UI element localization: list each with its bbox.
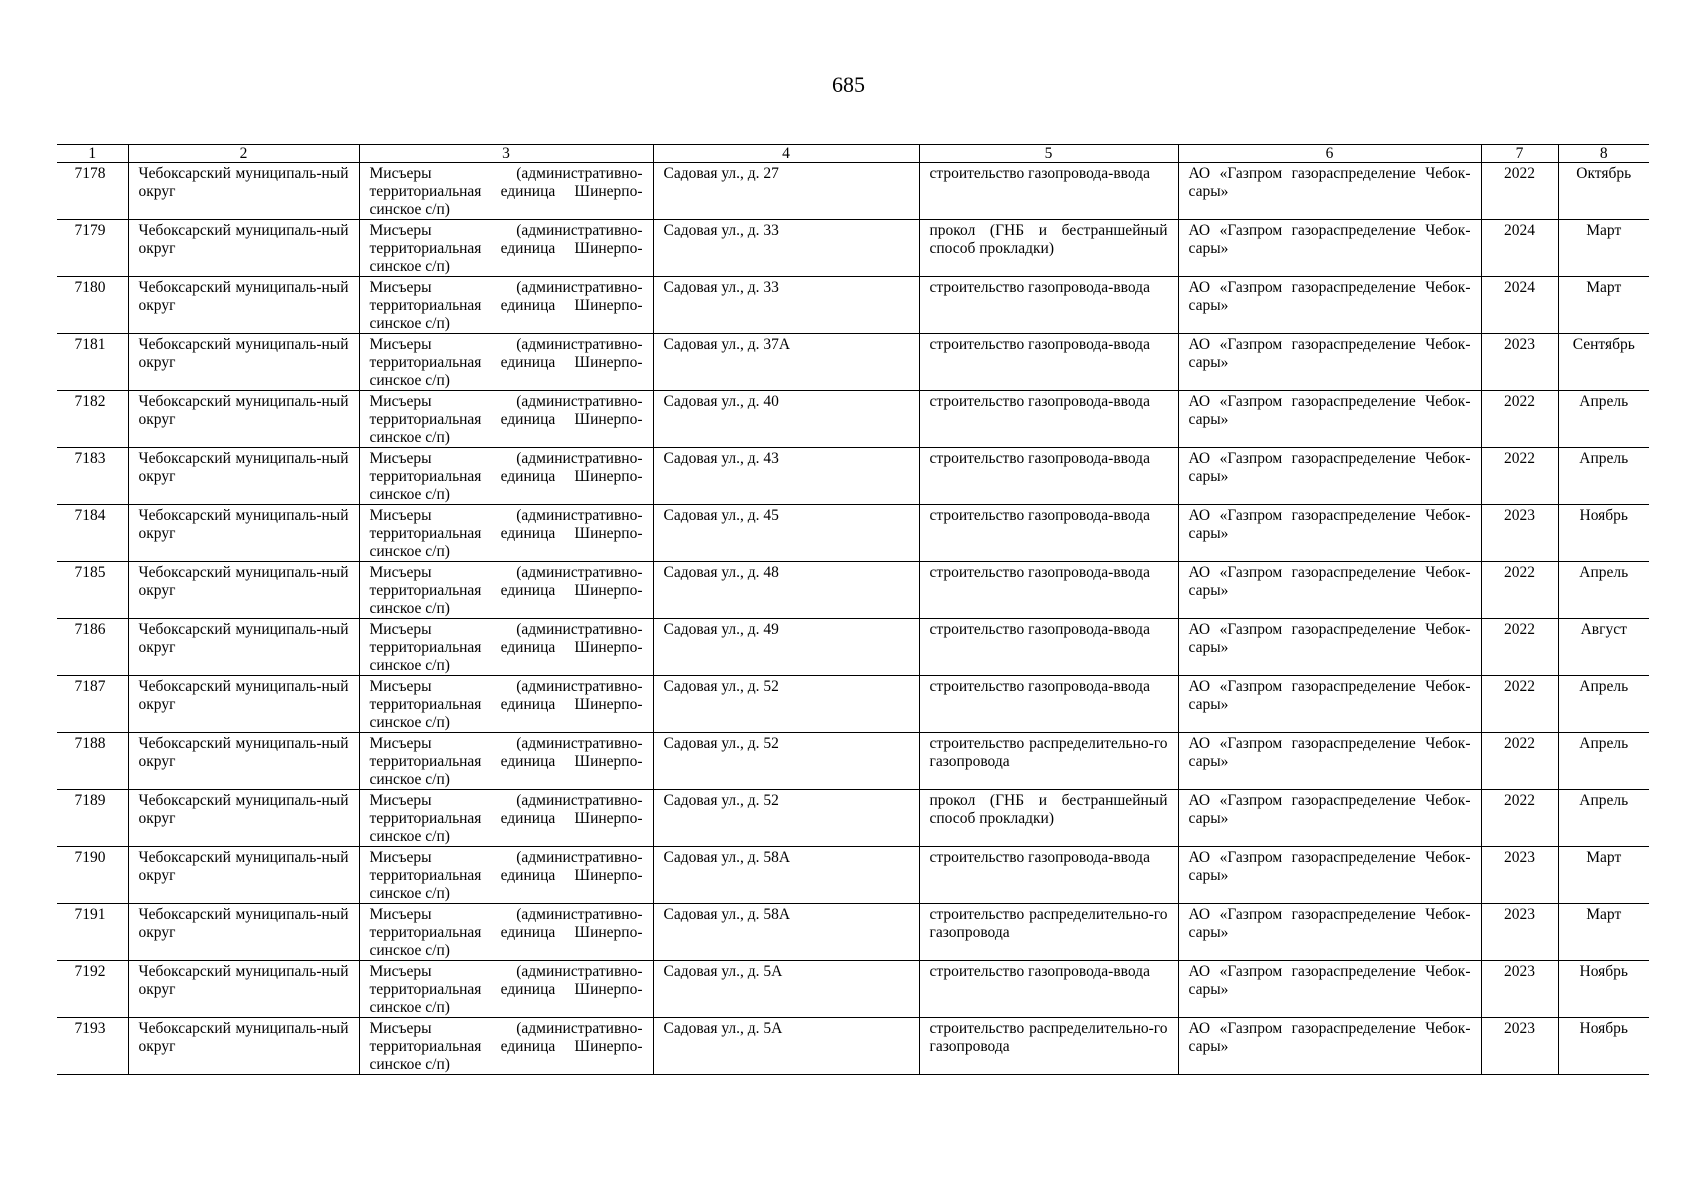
row-number-cell: 7190 — [57, 847, 128, 904]
column-header-8: 8 — [1558, 145, 1649, 163]
address-cell: Садовая ул., д. 40 — [653, 391, 919, 448]
district-cell: Чебоксарский муниципаль-ный округ — [128, 961, 359, 1018]
district-cell: Чебоксарский муниципаль-ный округ — [128, 733, 359, 790]
row-number-cell: 7183 — [57, 448, 128, 505]
month-cell: Октябрь — [1558, 163, 1649, 220]
month-cell: Апрель — [1558, 391, 1649, 448]
organization-cell: АО «Газпром газораспределение Чебок-сары» — [1178, 1018, 1481, 1075]
month-cell: Апрель — [1558, 448, 1649, 505]
work-type-cell: строительство газопровода-ввода — [919, 505, 1178, 562]
month-cell: Ноябрь — [1558, 505, 1649, 562]
row-number-cell: 7184 — [57, 505, 128, 562]
month-cell: Апрель — [1558, 676, 1649, 733]
year-cell: 2022 — [1481, 619, 1558, 676]
organization-cell: АО «Газпром газораспределение Чебок-сары» — [1178, 790, 1481, 847]
year-cell: 2023 — [1481, 961, 1558, 1018]
work-type-cell: строительство распределительно-го газопровода — [919, 1018, 1178, 1075]
settlement-cell: Мисъеры (административно-территориальная единица Шинерпо-синское с/п) — [359, 676, 653, 733]
address-cell: Садовая ул., д. 37А — [653, 334, 919, 391]
row-number-cell: 7193 — [57, 1018, 128, 1075]
row-number-cell: 7180 — [57, 277, 128, 334]
settlement-cell: Мисъеры (административно-территориальная единица Шинерпо-синское с/п) — [359, 847, 653, 904]
table-row — [57, 961, 1649, 1018]
work-type-cell: строительство газопровода-ввода — [919, 676, 1178, 733]
work-type-cell: строительство газопровода-ввода — [919, 961, 1178, 1018]
organization-cell: АО «Газпром газораспределение Чебок-сары» — [1178, 904, 1481, 961]
settlement-cell: Мисъеры (административно-территориальная единица Шинерпо-синское с/п) — [359, 391, 653, 448]
address-cell: Садовая ул., д. 52 — [653, 676, 919, 733]
settlement-cell: Мисъеры (административно-территориальная единица Шинерпо-синское с/п) — [359, 334, 653, 391]
work-type-cell: строительство газопровода-ввода — [919, 562, 1178, 619]
settlement-cell: Мисъеры (административно-территориальная единица Шинерпо-синское с/п) — [359, 961, 653, 1018]
work-type-cell: строительство газопровода-ввода — [919, 334, 1178, 391]
district-cell: Чебоксарский муниципаль-ный округ — [128, 448, 359, 505]
settlement-cell: Мисъеры (административно-территориальная единица Шинерпо-синское с/п) — [359, 277, 653, 334]
row-number-cell: 7179 — [57, 220, 128, 277]
organization-cell: АО «Газпром газораспределение Чебок-сары» — [1178, 391, 1481, 448]
year-cell: 2022 — [1481, 676, 1558, 733]
district-cell: Чебоксарский муниципаль-ный округ — [128, 562, 359, 619]
settlement-cell: Мисъеры (административно-территориальная единица Шинерпо-синское с/п) — [359, 220, 653, 277]
work-type-cell: строительство распределительно-го газопровода — [919, 733, 1178, 790]
organization-cell: АО «Газпром газораспределение Чебок-сары» — [1178, 961, 1481, 1018]
table-row — [57, 847, 1649, 904]
column-header-7: 7 — [1481, 145, 1558, 163]
table-row — [57, 391, 1649, 448]
settlement-cell: Мисъеры (административно-территориальная единица Шинерпо-синское с/п) — [359, 163, 653, 220]
organization-cell: АО «Газпром газораспределение Чебок-сары» — [1178, 277, 1481, 334]
organization-cell: АО «Газпром газораспределение Чебок-сары» — [1178, 505, 1481, 562]
year-cell: 2023 — [1481, 904, 1558, 961]
work-type-cell: строительство газопровода-ввода — [919, 163, 1178, 220]
column-header-3: 3 — [359, 145, 653, 163]
row-number-cell: 7191 — [57, 904, 128, 961]
table-row — [57, 505, 1649, 562]
settlement-cell: Мисъеры (административно-территориальная единица Шинерпо-синское с/п) — [359, 904, 653, 961]
column-header-1: 1 — [57, 145, 128, 163]
district-cell: Чебоксарский муниципаль-ный округ — [128, 1018, 359, 1075]
row-number-cell: 7188 — [57, 733, 128, 790]
address-cell: Садовая ул., д. 43 — [653, 448, 919, 505]
table-row — [57, 220, 1649, 277]
organization-cell: АО «Газпром газораспределение Чебок-сары» — [1178, 220, 1481, 277]
year-cell: 2024 — [1481, 220, 1558, 277]
column-header-5: 5 — [919, 145, 1178, 163]
table-row — [57, 277, 1649, 334]
year-cell: 2023 — [1481, 1018, 1558, 1075]
organization-cell: АО «Газпром газораспределение Чебок-сары» — [1178, 448, 1481, 505]
district-cell: Чебоксарский муниципаль-ный округ — [128, 334, 359, 391]
month-cell: Апрель — [1558, 562, 1649, 619]
table-row — [57, 676, 1649, 733]
settlement-cell: Мисъеры (административно-территориальная единица Шинерпо-синское с/п) — [359, 733, 653, 790]
district-cell: Чебоксарский муниципаль-ный округ — [128, 790, 359, 847]
organization-cell: АО «Газпром газораспределение Чебок-сары» — [1178, 163, 1481, 220]
settlement-cell: Мисъеры (административно-территориальная единица Шинерпо-синское с/п) — [359, 1018, 653, 1075]
work-type-cell: строительство газопровода-ввода — [919, 448, 1178, 505]
address-cell: Садовая ул., д. 48 — [653, 562, 919, 619]
column-number-row — [57, 145, 1649, 163]
work-type-cell: прокол (ГНБ и бестраншейный способ прокладки) — [919, 220, 1178, 277]
organization-cell: АО «Газпром газораспределение Чебок-сары» — [1178, 847, 1481, 904]
settlement-cell: Мисъеры (административно-территориальная единица Шинерпо-синское с/п) — [359, 619, 653, 676]
district-cell: Чебоксарский муниципаль-ный округ — [128, 619, 359, 676]
month-cell: Ноябрь — [1558, 961, 1649, 1018]
year-cell: 2022 — [1481, 448, 1558, 505]
work-type-cell: строительство газопровода-ввода — [919, 847, 1178, 904]
address-cell: Садовая ул., д. 52 — [653, 790, 919, 847]
settlement-cell: Мисъеры (административно-территориальная единица Шинерпо-синское с/п) — [359, 448, 653, 505]
year-cell: 2022 — [1481, 790, 1558, 847]
work-type-cell: строительство газопровода-ввода — [919, 277, 1178, 334]
page-number: 685 — [832, 72, 865, 97]
district-cell: Чебоксарский муниципаль-ный округ — [128, 676, 359, 733]
year-cell: 2022 — [1481, 391, 1558, 448]
address-cell: Садовая ул., д. 58А — [653, 847, 919, 904]
address-cell: Садовая ул., д. 45 — [653, 505, 919, 562]
address-cell: Садовая ул., д. 5А — [653, 1018, 919, 1075]
address-cell: Садовая ул., д. 33 — [653, 277, 919, 334]
month-cell: Август — [1558, 619, 1649, 676]
address-cell: Садовая ул., д. 58А — [653, 904, 919, 961]
month-cell: Ноябрь — [1558, 1018, 1649, 1075]
row-number-cell: 7181 — [57, 334, 128, 391]
month-cell: Апрель — [1558, 790, 1649, 847]
organization-cell: АО «Газпром газораспределение Чебок-сары» — [1178, 562, 1481, 619]
district-cell: Чебоксарский муниципаль-ный округ — [128, 220, 359, 277]
column-header-2: 2 — [128, 145, 359, 163]
year-cell: 2023 — [1481, 505, 1558, 562]
row-number-cell: 7192 — [57, 961, 128, 1018]
settlement-cell: Мисъеры (административно-территориальная единица Шинерпо-синское с/п) — [359, 505, 653, 562]
table-body — [57, 163, 1649, 1075]
table-row — [57, 733, 1649, 790]
table-row — [57, 790, 1649, 847]
table-row — [57, 448, 1649, 505]
table-header — [57, 145, 1649, 163]
address-cell: Садовая ул., д. 5А — [653, 961, 919, 1018]
table-row — [57, 163, 1649, 220]
organization-cell: АО «Газпром газораспределение Чебок-сары» — [1178, 676, 1481, 733]
row-number-cell: 7182 — [57, 391, 128, 448]
row-number-cell: 7178 — [57, 163, 128, 220]
column-header-4: 4 — [653, 145, 919, 163]
year-cell: 2023 — [1481, 334, 1558, 391]
organization-cell: АО «Газпром газораспределение Чебок-сары» — [1178, 733, 1481, 790]
table-row — [57, 1018, 1649, 1075]
year-cell: 2024 — [1481, 277, 1558, 334]
district-cell: Чебоксарский муниципаль-ный округ — [128, 163, 359, 220]
address-cell: Садовая ул., д. 52 — [653, 733, 919, 790]
column-header-6: 6 — [1178, 145, 1481, 163]
district-cell: Чебоксарский муниципаль-ный округ — [128, 904, 359, 961]
settlement-cell: Мисъеры (административно-территориальная единица Шинерпо-синское с/п) — [359, 790, 653, 847]
table-row — [57, 334, 1649, 391]
year-cell: 2022 — [1481, 562, 1558, 619]
year-cell: 2023 — [1481, 847, 1558, 904]
month-cell: Март — [1558, 847, 1649, 904]
work-type-cell: прокол (ГНБ и бестраншейный способ прокладки) — [919, 790, 1178, 847]
table-row — [57, 904, 1649, 961]
address-cell: Садовая ул., д. 33 — [653, 220, 919, 277]
year-cell: 2022 — [1481, 733, 1558, 790]
month-cell: Март — [1558, 904, 1649, 961]
work-type-cell: строительство распределительно-го газопровода — [919, 904, 1178, 961]
address-cell: Садовая ул., д. 49 — [653, 619, 919, 676]
district-cell: Чебоксарский муниципаль-ный округ — [128, 277, 359, 334]
organization-cell: АО «Газпром газораспределение Чебок-сары» — [1178, 334, 1481, 391]
month-cell: Апрель — [1558, 733, 1649, 790]
row-number-cell: 7186 — [57, 619, 128, 676]
work-type-cell: строительство газопровода-ввода — [919, 619, 1178, 676]
district-cell: Чебоксарский муниципаль-ный округ — [128, 505, 359, 562]
month-cell: Март — [1558, 220, 1649, 277]
month-cell: Март — [1558, 277, 1649, 334]
work-type-cell: строительство газопровода-ввода — [919, 391, 1178, 448]
row-number-cell: 7189 — [57, 790, 128, 847]
row-number-cell: 7185 — [57, 562, 128, 619]
gas-works-table — [57, 144, 1649, 1075]
table-row — [57, 619, 1649, 676]
year-cell: 2022 — [1481, 163, 1558, 220]
table-row — [57, 562, 1649, 619]
month-cell: Сентябрь — [1558, 334, 1649, 391]
district-cell: Чебоксарский муниципаль-ный округ — [128, 847, 359, 904]
address-cell: Садовая ул., д. 27 — [653, 163, 919, 220]
settlement-cell: Мисъеры (административно-территориальная единица Шинерпо-синское с/п) — [359, 562, 653, 619]
organization-cell: АО «Газпром газораспределение Чебок-сары» — [1178, 619, 1481, 676]
district-cell: Чебоксарский муниципаль-ный округ — [128, 391, 359, 448]
row-number-cell: 7187 — [57, 676, 128, 733]
